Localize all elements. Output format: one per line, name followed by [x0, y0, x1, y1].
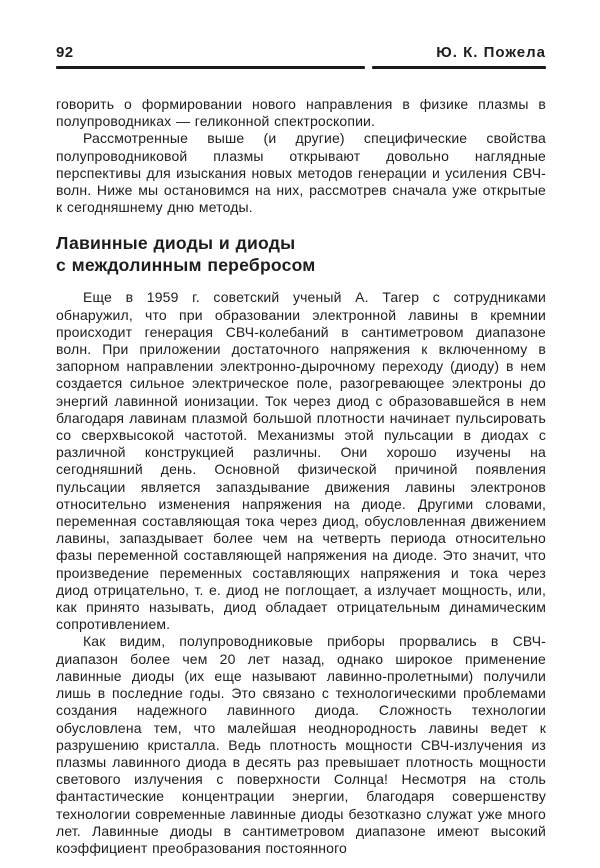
page-number: 92 [56, 44, 74, 61]
paragraph: Еще в 1959 г. советский ученый А. Тагер с сотрудниками обнаружил, что при образовании электронной лавины в кремнии происходит генерация СВЧ-колебаний в сантиметровом диапазоне волн. При приложении достаточного напряжения к включенному в запорном направлении электронно-дырочному переходу (диоду) в нем создается сильное электрическое поле, разогревающее электроны до энергий лавинной ионизации. Ток через диод с образовавшейся в нем благодаря лавинам плазмой большой плотности начинает пульсировать со сверхвысокой частотой. Механизмы этой пульсации в диодах с различной конструкцией различны. Они хорошо изучены на сегодняшний день. Основной физической причиной появления пульсации является запаздывание движения лавины электронов относительно изменения напряжения на диоде. Другими словами, переменная составляющая тока через диод, обусловленная движением лавины, запаздывает более чем на четверть периода относительно фазы переменной составляющей напряжения на диоде. Это значит, что произведение переменных составляющих напряжения и тока через диод отрицательно, т. е. диод не поглощает, а излучает мощность, или, как принято называть, диод обладает отрицательным динамическим сопротивлением. [56, 289, 546, 633]
section-heading-line-2: с междолинным перебросом [56, 254, 316, 275]
section-heading-line-1: Лавинные диоды и диоды [56, 233, 296, 254]
header-rule-segment [56, 66, 365, 69]
page-body [56, 96, 546, 857]
header-rule [56, 66, 546, 69]
header-rule-segment [372, 66, 546, 69]
page-header [56, 44, 546, 61]
paragraph-continuation: говорить о формировании нового направления в физике плазмы в полупроводниках — геликонной спектроскопии. [56, 96, 546, 130]
section-heading [56, 233, 546, 276]
paragraph: Рассмотренные выше (и другие) специфические свойства полупроводниковой плазмы открывают довольно наглядные перспективы для изыскания новых методов генерации и усиления СВЧ-волн. Ниже мы остановимся на них, рассмотрев сначала уже открытые к сегодняшнему дню методы. [56, 130, 546, 216]
paragraph: Как видим, полупроводниковые приборы прорвались в СВЧ-диапазон более чем 20 лет назад, однако широкое применение лавинные диоды (их еще называют лавинно-пролетными) получили лишь в последние годы. Это связано с технологическими проблемами создания надежного лавинного диода. Сложность технологии обусловлена тем, что малейшая неоднородность лавины ведет к разрушению кристалла. Ведь плотность мощности СВЧ-излучения из плазмы лавинного диода в десять раз превышает плотность мощности светового излучения с поверхности Солнца! Несмотря на столь фантастические концентрации энергии, благодаря совершенству технологии современные лавинные диоды безотказно служат уже много лет. Лавинные диоды в сантиметровом диапазоне имеют высокий коэффициент преобразования постоянного [56, 633, 546, 856]
running-title-author: Ю. К. Пожела [436, 44, 546, 61]
